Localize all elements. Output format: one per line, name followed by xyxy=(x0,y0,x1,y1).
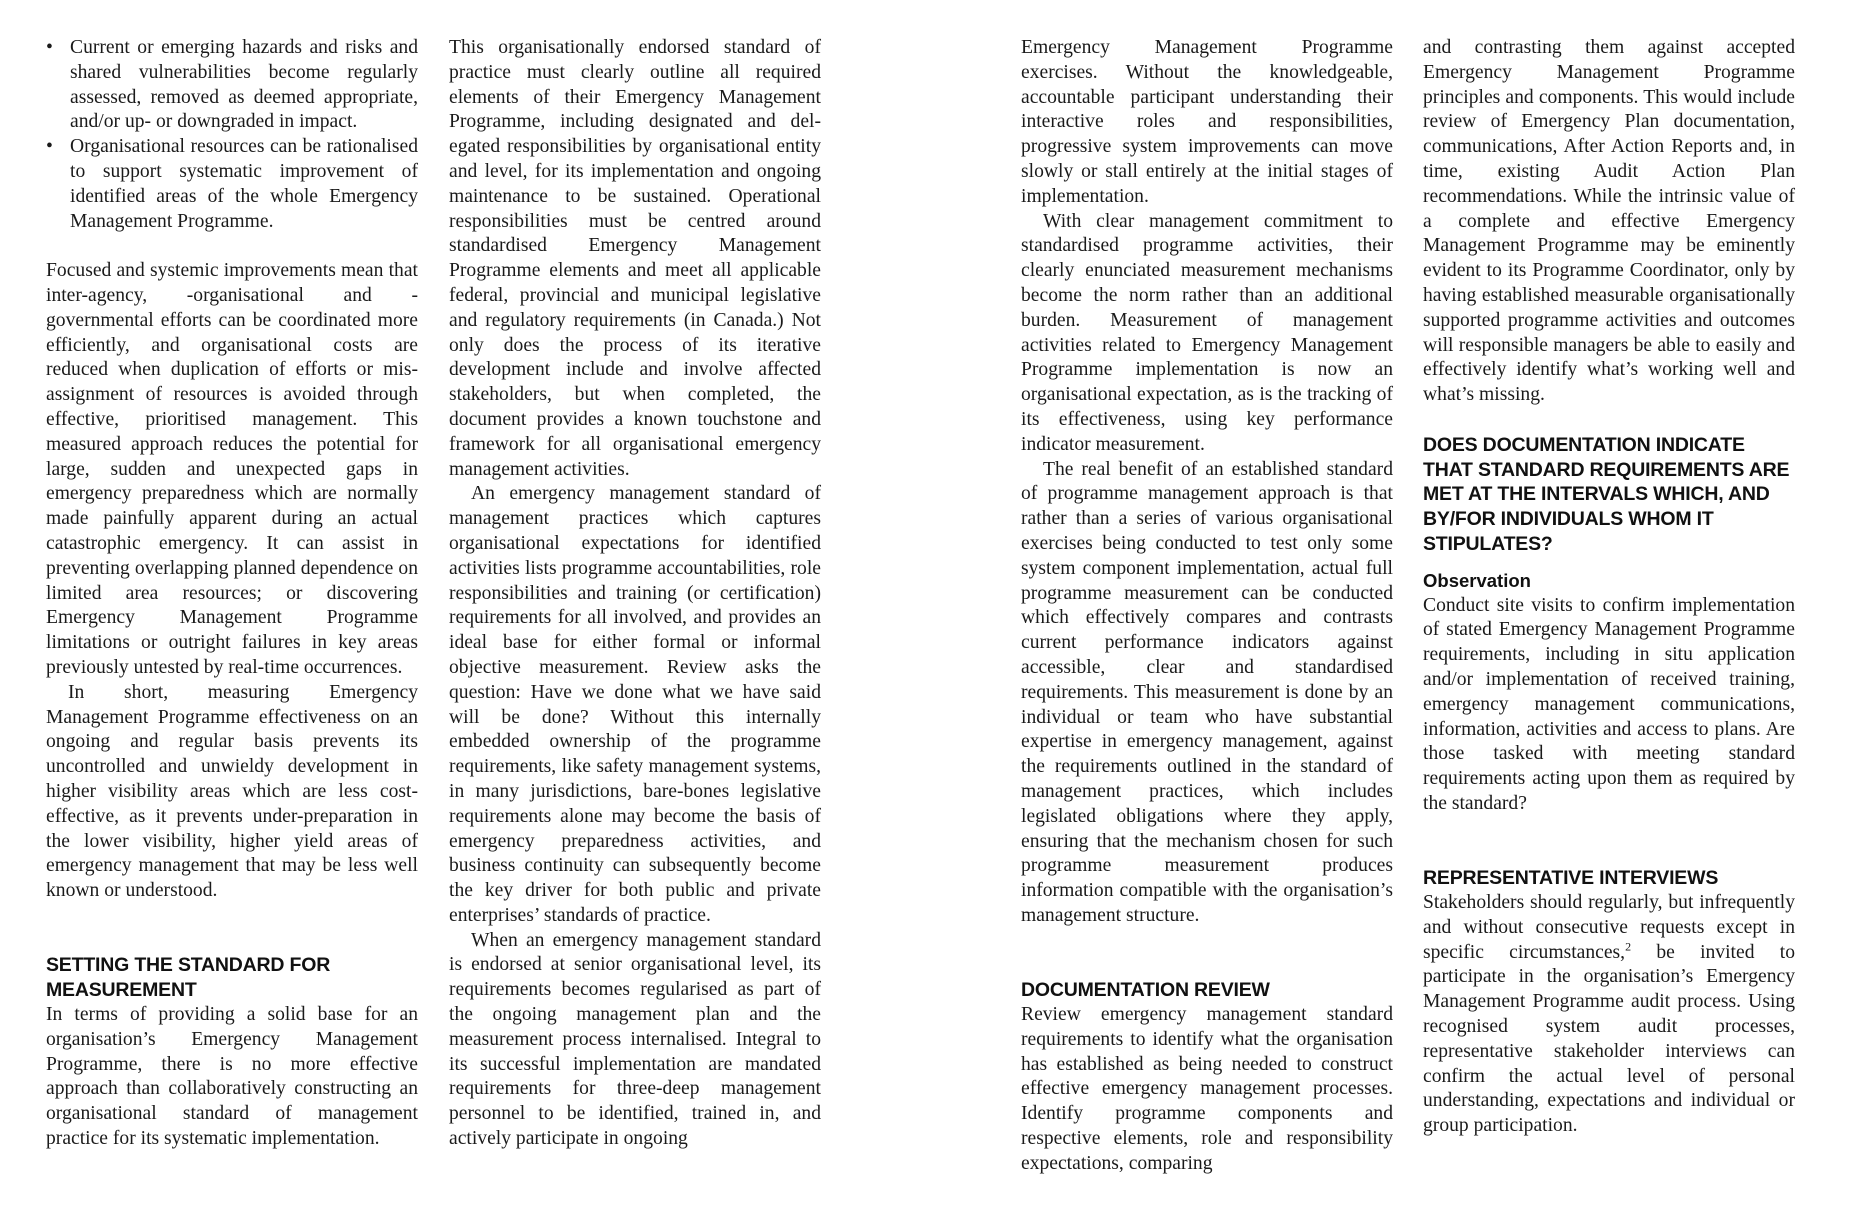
paragraph: Conduct site visits to confirm implementation of stated Emergency Management Programme requirements, including in situ application and/or implementation of received training, emergency management communications, information, activities and access to plans. Are those tasked with meeting standard requirements acting upon them as required by the standard? xyxy=(1423,594,1795,814)
section-heading: REPRESENTATIVE INTERVIEWS xyxy=(1423,867,1719,890)
sub-heading: Observation xyxy=(1423,569,1531,591)
paragraph: In short, measuring Emergency Management Programme effectiveness on an ongoing and regular basis prevents its uncontrolled and unwieldy development in higher visibility areas which are less cost-effective, as it prevents under-preparation in the lower visibility, higher yield areas of emergency management that may be less well known or understood. xyxy=(46,681,418,902)
paragraph: The real benefit of an established standard of programme management approach is that rather than a series of various organisational exercises being conducted to test only some system component implementation, actual full programme measurement can be conducted which effectively compares and contrasts current performance indicators against accessible, clear and standardised requirements. This measurement is done by an individual or team who have substantial expertise in emergency management, against the requirements outlined in the standard of management practices, which includes legislated obligations where they apply, ensuring that the mechanism chosen for such programme measurement produces information compatible with the organisation’s management structure. xyxy=(1021,458,1393,926)
paragraph: With clear management commitment to standardised programme activities, their clearly enunciated measurement mechanisms become the norm rather than an additional burden. Measurement of management activities related to Emergency Management Programme implementation is now an organisational expectation, as is the tracking of its effectiveness, using key performance indicator measurement. xyxy=(1021,210,1393,455)
bullet-item: • Organisational resources can be rationalised to support systematic improvement of identified areas of the whole Emergency Management Programme. xyxy=(46,135,418,234)
paragraph: In terms of providing a solid base for an organisation’s Emergency Management Programme, there is no more effective approach than collaboratively constructing an organisational standard of management practice for its systematic implementation. xyxy=(46,1004,418,1150)
section-heading: SETTING THE STANDARD FOR MEASUREMENT xyxy=(46,954,331,1002)
paragraph: This organisationally endorsed standard of practice must clearly outline all required elements of their Emergency Management Programme, including designated and delegated responsibilities by organisational entity and level, for its implementation and ongoing maintenance to be sustained. Operational responsibilities must be centred around standardised Emergency Management Programme elements and meet all applicable federal, provincial and municipal legislative and regulatory requirements (in Canada.) Not only does the process of its iterative development include and involve affected stakeholders, but when completed, the document provides a known touchstone and framework for all organisational emergency management activities. xyxy=(449,37,821,480)
bullet-item: • Current or emerging hazards and risks and shared vulnerabilities become regularly assessed, removed as deemed appropriate, and/or up- or downgraded in impact. xyxy=(46,36,418,135)
paragraph: Emergency Management Programme exercises. Without the knowledgeable, accountable participant understanding their interactive roles and responsibilities, progressive system improvements can move slowly or stall entirely at the initial stages of implementation. xyxy=(1021,37,1393,207)
paragraph: Review emergency management standard requirements to identify what the organisation has established as being needed to construct effective emergency management processes. Identify programme components and respective elements, role and responsibility expectations, comparing xyxy=(1021,1004,1393,1174)
column-1 xyxy=(46,36,418,1152)
section-heading: DOCUMENTATION REVIEW xyxy=(1021,979,1270,1002)
section-heading: DOES DOCUMENTATION INDICATE THAT STANDARD REQUIREMENTS ARE MET AT THE INTERVALS WHICH, AND BY/FOR INDIVIDUALS WHOM IT STIPULATES? xyxy=(1423,433,1790,555)
paragraph: When an emergency management standard is endorsed at senior organisational level, its requirements becomes regularised as part of the ongoing management plan and the measurement process internalised. Integral to its successful implementation are mandated requirements for three-deep management personnel to be identified, trained in, and actively participate in ongoing xyxy=(449,929,821,1150)
paragraph-text: Stakeholders should regularly, but infrequently and without consecutive requests except in specific circumstances, xyxy=(1423,892,1795,963)
column-3 xyxy=(1021,36,1393,1177)
footnote-reference[interactable]: 2 xyxy=(1625,939,1632,954)
paragraph: and contrasting them against accepted Emergency Management Programme principles and components. This would include review of Emergency Plan documentation, communications, After Action Reports and, in time, existing Audit Action Plan recommendations. While the intrinsic value of a complete and effective Emergency Management Programme may be eminently evident to its Programme Coordinator, only by having established measurable organisationally supported programme activities and outcomes will responsible managers be able to easily and effectively identify what’s working well and what’s missing. xyxy=(1423,37,1795,406)
paragraph-text: be invited to participate in the organisation’s Emergency Management Programme audit process. Using recognised system audit processes, representative stakeholder interviews can confirm the actual level of personal understanding, expectations and individual or group participation. xyxy=(1423,941,1795,1137)
column-4 xyxy=(1423,36,1795,1139)
paragraph: An emergency management standard of management practices which captures organisational expectations for identified activities lists programme accountabilities, role responsibilities and training (or certification) requirements for all involved, and provides an ideal base for either formal or informal objective measurement. Review asks the question: Have we done what we have said will be done? Without this internally embedded ownership of the programme requirements, like safety management systems, in many jurisdictions, bare-bones legislative requirements alone may become the basis of emergency preparedness activities, and business continuity can subsequently become the key driver for both public and private enterprises’ standards of practice. xyxy=(449,483,821,926)
bullet-list xyxy=(46,36,418,234)
paragraph: Focused and systemic improvements mean that inter-agency, -organisational and -governmental efforts can be coordinated more efficiently, and organisational costs are reduced when duplication of efforts or mis-assignment of resources is avoided through effective, prioritised management. This measured approach reduces the potential for large, sudden and unexpected gaps in emergency preparedness which are normally made painfully apparent during an actual catastrophic emergency. It can assist in preventing overlapping planned dependence on limited area resources; or discovering Emergency Management Programme limitations or outright failures in key areas previously untested by real-time occurrences. xyxy=(46,260,418,678)
column-2 xyxy=(449,36,821,1152)
paragraph xyxy=(1423,891,1795,1139)
